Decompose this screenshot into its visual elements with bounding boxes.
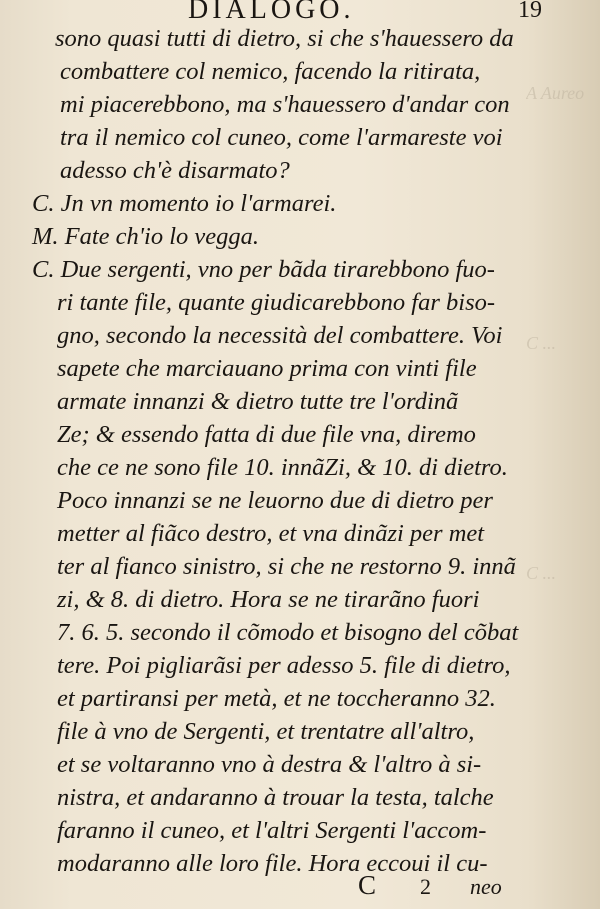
text-line: zi, & 8. di dietro. Hora se ne tirarãno fuori	[57, 586, 480, 613]
text-line: et partiransi per metà, et ne toccheranno 32.	[57, 685, 496, 712]
page-footer	[0, 870, 600, 906]
text-line: file à vno de Sergenti, et trentatre all'altro,	[57, 718, 475, 745]
text-line: Ze; & essendo fatta di due file vna, diremo	[57, 421, 476, 448]
signature-mark-letter: C	[358, 870, 377, 900]
running-head: DIALOGO.	[188, 0, 355, 25]
text-line: sono quasi tutti di dietro, si che s'hauessero da	[55, 25, 514, 52]
text-line: combattere col nemico, facendo la ritirata,	[60, 58, 481, 85]
text-line: mi piacerebbono, ma s'hauessero d'andar con	[60, 91, 510, 118]
bleed-through-text: C ...	[526, 333, 557, 353]
catchword: neo	[470, 874, 502, 899]
text-line: M. Fate ch'io lo vegga.	[32, 223, 260, 250]
text-line: ri tante file, quante giudicarebbono far biso-	[57, 289, 496, 316]
text-line: modaranno alle loro file. Hora eccoui il cu-	[57, 850, 488, 877]
bleed-through-text: C ...	[526, 563, 557, 583]
text-line: metter al fiãco destro, et vna dinãzi per met	[57, 520, 485, 547]
text-line: ter al fianco sinistro, si che ne restorno 9. innã	[57, 553, 516, 580]
text-line: C. Jn vn momento io l'armarei.	[32, 190, 337, 217]
signature-mark-number: 2	[420, 874, 431, 899]
text-line: armate innanzi & dietro tutte tre l'ordinã	[57, 388, 459, 415]
page-number: 19	[518, 0, 542, 23]
text-line: gno, secondo la necessità del combattere. Voi	[57, 322, 503, 349]
text-line: tere. Poi pigliarãsi per adesso 5. file di dietro,	[57, 652, 511, 679]
text-line: Poco innanzi se ne leuorno due di dietro per	[57, 487, 493, 514]
text-line: faranno il cuneo, et l'altri Sergenti l'accom-	[57, 817, 487, 844]
text-line: sapete che marciauano prima con vinti file	[57, 355, 477, 382]
text-line: che ce ne sono file 10. innãZi, & 10. di dietro.	[57, 454, 508, 481]
text-line: 7. 6. 5. secondo il cõmodo et bisogno del cõbat	[57, 619, 519, 646]
text-line: adesso ch'è disarmato?	[60, 157, 290, 184]
text-line: C. Due sergenti, vno per bãda tirarebbono fuo-	[32, 256, 495, 283]
text-line: nistra, et andaranno à trouar la testa, talche	[57, 784, 494, 811]
bleed-through-text: A Aureo	[526, 83, 585, 103]
text-line: tra il nemico col cuneo, come l'armareste voi	[60, 124, 503, 151]
text-line: et se voltaranno vno à destra & l'altro à si-	[57, 751, 482, 778]
